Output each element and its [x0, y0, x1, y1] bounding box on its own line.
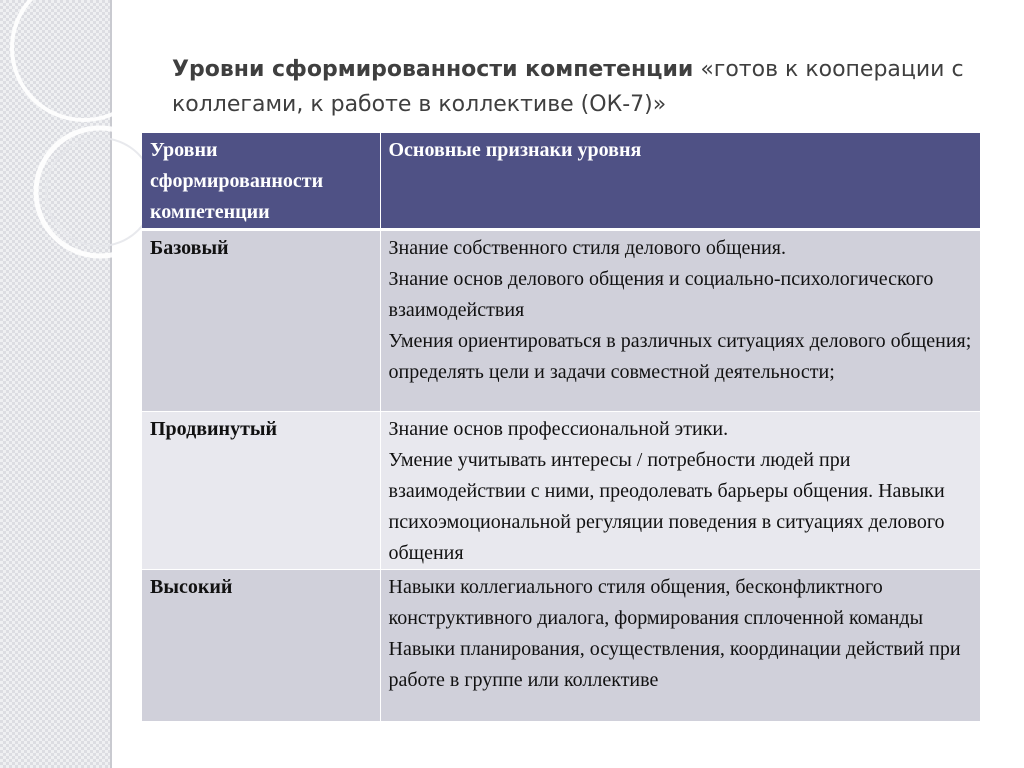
sign-text: Знание собственного стиля делового общения.: [388, 237, 786, 259]
signs-advanced: [380, 412, 980, 570]
sign-text: Умения ориентироваться в различных ситуациях делового общения; определять цели и задачи совместной деятельности;: [388, 330, 972, 383]
table-row-high: [142, 570, 980, 722]
level-advanced: Продвинутый: [142, 412, 380, 570]
sign-text: Знание основ делового общения и социально-психологического взаимодействия: [388, 268, 934, 321]
header-signs: Основные признаки уровня: [380, 133, 980, 230]
level-basic: Базовый: [142, 230, 380, 412]
slide-title-bold: Уровни сформированности компетенции: [172, 57, 694, 82]
slide-title-rest: «готов к кооперации с коллегами, к работе в коллективе (ОК-7)»: [172, 57, 964, 117]
competence-levels-table: [142, 133, 980, 722]
level-high: Высокий: [142, 570, 380, 722]
table-header-row: [142, 133, 980, 230]
sign-text: Умение учитывать интересы / потребности людей при взаимодействии с ними, преодолевать барьеры общения. Навыки психоэмоциональной регуляции поведения в ситуациях делового общения: [388, 449, 945, 564]
sign-text: Навыки планирования, осуществления, координации действий при работе в группе или коллективе: [388, 638, 961, 691]
slide-title: [172, 52, 992, 122]
signs-basic: [380, 230, 980, 412]
sign-text: Знание основ профессиональной этики.: [388, 418, 729, 440]
table-row-advanced: [142, 412, 980, 570]
sign-text: Навыки коллегиального стиля общения, бесконфликтного конструктивного диалога, формирования сплоченной команды: [388, 576, 924, 629]
header-levels: Уровни сформированности компетенции: [142, 133, 380, 230]
signs-high: [380, 570, 980, 722]
table-row-basic: [142, 230, 980, 412]
